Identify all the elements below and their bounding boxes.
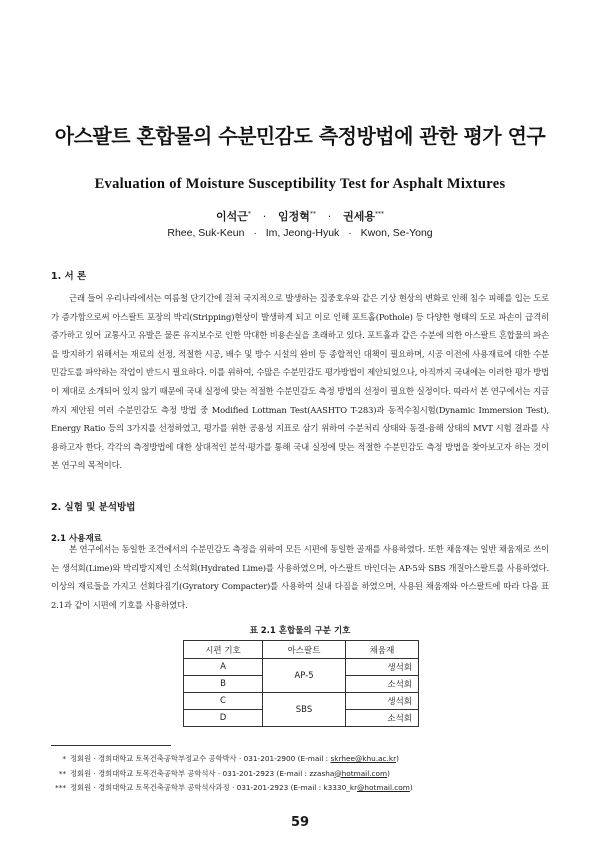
footnote <box>50 767 550 782</box>
author-separator: · <box>253 227 257 239</box>
footnote <box>50 781 550 796</box>
author-name: 임정혁 <box>278 210 310 223</box>
author-separator: · <box>348 227 352 239</box>
author-name-en: Im, Jeong-Hyuk <box>265 227 340 239</box>
footnote-text: 정회원 · 경희대학교 토목건축공학부정교수 공학박사 · 031-201-2900 (E-mail : <box>70 754 331 763</box>
asphalt-cell: AP-5 <box>263 659 346 693</box>
filler-cell: 소석회 <box>346 676 419 693</box>
table-header-cell: 아스팔트 <box>263 641 346 659</box>
page-number: 59 <box>290 815 310 830</box>
subsection-heading-materials: 2.1 사용재료 <box>51 534 102 544</box>
filler-cell: 소석회 <box>346 710 419 727</box>
table-header-cell: 채움재 <box>346 641 419 659</box>
introduction-paragraph: 근래 들어 우리나라에서는 여름철 단기간에 걸쳐 국지적으로 발생하는 집중호우와 같은 기상 현상의 변화로 인해 침수 피해를 입는 도로가 증가함으로써 아스팔트 포장의 박리(Stripping)현상이 발생하게 되고 이로 인해 포트홀(Pothole) 등 다양한 형태의 도로 파손이 급격히 증가하고 있어 교통사고 유발은 물론 유지보수로 인한 막대한 비용손실을 초래하고 있다. 포트홀과 같은 수분에 의한 아스팔트 혼합물의 파손을 방지하기 위해서는 재료의 선정, 적절한 시공, 배수 및 방수 시설의 완비 등 종합적인 대책이 필요하며, 시공 이전에 사용재료에 대한 수분민감도를 파악하는 작업이 반드시 필요하다. 이를 위하여, 수많은 수분민감도 평가방법이 제안되었으나, 아직까지 국내에는 이러한 평가 방법이 제대로 소개되어 있지 않기 때문에 국내 실정에 맞는 적절한 수분민감도 측정 방법의 선정이 필요한 실정이다. 따라서 본 연구에서는 지금까지 제안된 여러 수분민감도 측정 방법 중 Modified Lottman Test(AASHTO T-283)과 동적수침시험(Dynamic Immersion Test), Energy Ratio 등의 3가지를 선정하였고, 평가를 위한 공용성 지표로 삼기 위하여 수분처리 상태와 동결-융해 상태의 MVT 시험 결과를 사용하고자 한다. 각각의 측정방법에 대한 상대적인 분석·평가를 통해 국내 실정에 맞는 적절한 수분민감도 측정 방법을 찾아보고자 하는 것이 본 연구의 목적이다. <box>51 293 549 471</box>
footnote-mark: * <box>62 754 66 763</box>
specimen-id-cell: D <box>184 710 263 727</box>
specimen-id-cell: B <box>184 676 263 693</box>
table-row <box>184 659 419 676</box>
table-row <box>184 693 419 710</box>
author-separator: · <box>327 210 332 223</box>
table-caption: 표 2.1 혼합물의 구분 기호 <box>249 626 351 636</box>
author-name-en: Rhee, Suk-Keun <box>167 227 245 239</box>
author-list-english <box>0 227 600 239</box>
author-name: 권세용 <box>343 210 376 223</box>
footnotes <box>50 752 550 796</box>
footnote-close: ) <box>396 754 399 763</box>
filler-cell: 생석회 <box>346 693 419 710</box>
asphalt-cell: SBS <box>263 693 346 727</box>
specimen-id-cell: C <box>184 693 263 710</box>
section-heading-methods: 2. 실험 및 분석방법 <box>51 502 136 513</box>
email-link[interactable]: @hotmail.com <box>334 768 388 778</box>
author-mark: * <box>247 210 251 218</box>
specimen-table <box>183 640 419 727</box>
specimen-id-cell: A <box>184 659 263 676</box>
table-header-cell: 시편 기호 <box>184 641 263 659</box>
footnote-close: ) <box>409 783 413 792</box>
filler-cell: 생석회 <box>346 659 419 676</box>
materials-paragraph: 본 연구에서는 동일한 조건에서의 수분민감도 측정을 위하여 모든 시편에 동일한 골재를 사용하였다. 또한 채움재는 일반 채움재로 쓰이는 생석회(Lime)와 박리방지제인 소석회(Hydrated Lime)를 사용하였으며, 아스팔트 바인더는 AP-5와 SBS 개질아스팔트를 사용하였다. 이상의 재료들을 가지고 선회다짐기(Gyratory Compacter)를 사용하여 실내 다짐을 하였으며, 사용된 채움재와 아스팔트에 따라 다음 표 2.1과 같이 시편에 기호를 사용하였다. <box>51 544 549 610</box>
email-link[interactable]: @hotmail.com <box>357 783 410 792</box>
table-header-row <box>184 641 419 659</box>
email-link[interactable]: skrhee@khu.ac.kr <box>330 754 397 763</box>
paper-title-english: Evaluation of Moisture Susceptibility Test for Asphalt Mixtures <box>94 176 506 192</box>
footnote-text: 정회원 · 경희대학교 토목건축공학부 공학석사과정 · 031-201-2923 (E-mail : k3330_kr <box>70 783 358 792</box>
footnote-text: 정회원 · 경희대학교 토목건축공학부 공학석사 · 031-201-2923 (E-mail : zzasha <box>70 768 335 778</box>
author-mark: ** <box>309 210 316 218</box>
author-mark: *** <box>375 210 385 218</box>
footnote-mark: *** <box>55 783 66 792</box>
footnote-mark: ** <box>58 768 66 778</box>
footnote-close: ) <box>387 768 390 778</box>
paper-title-korean: 아스팔트 혼합물의 수분민감도 측정방법에 관한 평가 연구 <box>54 124 546 148</box>
author-name-en: Kwon, Se-Yong <box>360 227 433 239</box>
footnote <box>50 752 550 767</box>
author-list-korean <box>0 208 600 224</box>
author-name: 이석근 <box>215 210 248 223</box>
footnote-divider <box>51 745 171 746</box>
author-separator: · <box>262 210 267 223</box>
section-heading-introduction: 1. 서 론 <box>51 271 87 282</box>
